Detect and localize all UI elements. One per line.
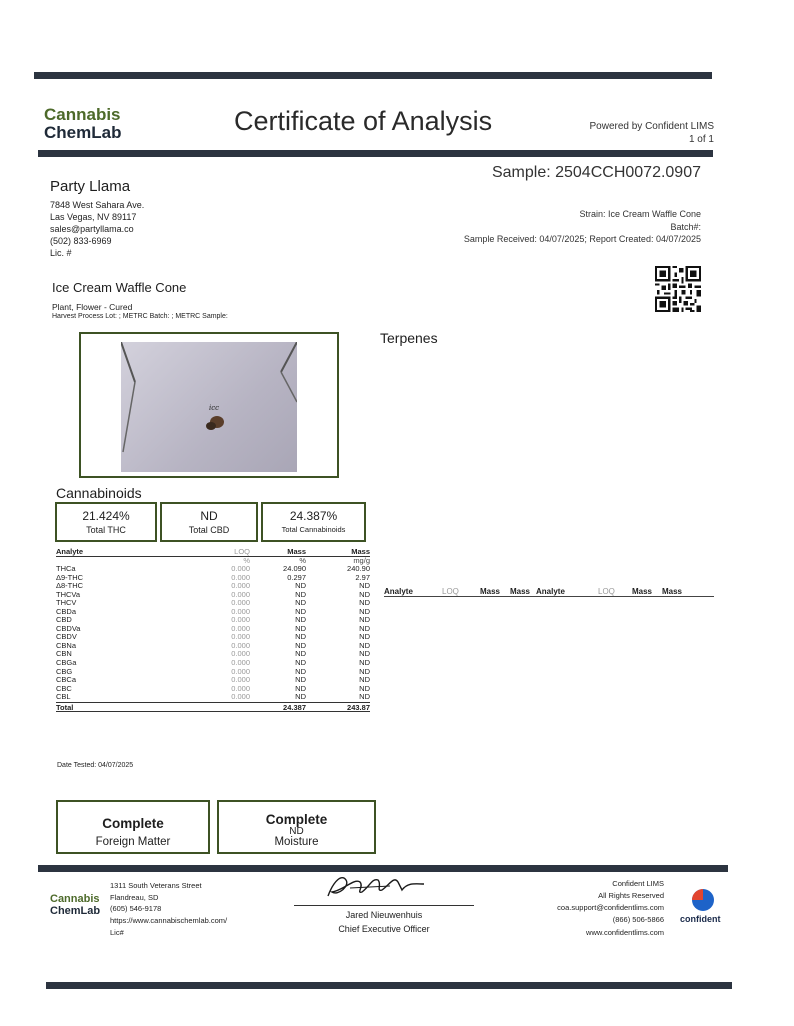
cell-analyte: CBDa — [56, 606, 77, 616]
lab-phone: (605) 546-9178 — [110, 904, 162, 914]
client-address-line2: Las Vegas, NV 89117 — [50, 211, 137, 222]
cell-loq: 0.000 — [231, 649, 250, 659]
total-thc-box — [55, 502, 157, 542]
cell-mass-pct: ND — [295, 589, 306, 599]
sample-batch: Batch#: — [670, 221, 701, 232]
cell-analyte: THCa — [56, 564, 76, 573]
cell-analyte: CBNa — [56, 640, 77, 650]
lims-website: www.confidentlims.com — [586, 927, 664, 937]
cell-analyte: CBGa — [56, 658, 77, 668]
page-title: Certificate of Analysis — [234, 106, 493, 136]
cell-analyte: CBN — [56, 649, 72, 659]
lab-website: https://www.cannabischemlab.com/ — [110, 915, 228, 925]
cell-mass-mg: ND — [359, 640, 370, 650]
cannabinoids-title: Cannabinoids — [56, 485, 142, 501]
cell-mass-mg: ND — [359, 658, 370, 668]
table-unit-row — [56, 557, 370, 565]
lab-address-line1: 1311 South Veterans Street — [110, 881, 202, 890]
lab-address — [110, 880, 227, 938]
cell-loq: 0.000 — [231, 683, 250, 693]
terpenes-title: Terpenes — [380, 330, 438, 346]
table-header-row — [56, 547, 370, 557]
cell-loq: 0.000 — [231, 640, 250, 650]
cell-mass-mg: ND — [359, 649, 370, 659]
signer-title: Chief Executive Officer — [338, 924, 430, 934]
cell-mass-pct: ND — [295, 692, 306, 702]
table-total-row — [56, 702, 370, 712]
cell-loq: 0.000 — [231, 564, 250, 573]
moisture-status: Complete — [265, 812, 328, 827]
cell-mass-pct: ND — [295, 623, 306, 633]
table-row — [56, 693, 370, 702]
foreign-matter-label: Foreign Matter — [95, 836, 171, 848]
lims-email: coa.support@confidentlims.com — [557, 903, 664, 913]
signer-name: Jared Nieuwenhuis — [345, 910, 423, 920]
header-rule — [38, 150, 713, 157]
terp-header-mass-1a: Mass — [479, 587, 500, 596]
moisture-label: Moisture — [274, 836, 319, 848]
cell-analyte: Δ9-THC — [56, 572, 84, 582]
header-mass-pct: Mass — [287, 547, 306, 556]
table-row — [56, 668, 370, 677]
cell-mass-mg: ND — [359, 675, 370, 685]
cell-mass-pct: 24.090 — [283, 564, 306, 573]
cell-loq: 0.000 — [231, 632, 250, 642]
cell-analyte: CBG — [56, 666, 73, 676]
cell-analyte: THCVa — [56, 589, 81, 599]
cell-analyte: CBDVa — [56, 623, 81, 633]
cell-mass-mg: 2.97 — [355, 572, 370, 582]
page-number: 1 of 1 — [688, 134, 714, 145]
cell-mass-mg: 240.90 — [347, 564, 370, 573]
table-row — [56, 565, 370, 574]
cell-loq: 0.000 — [231, 692, 250, 702]
total-mass-pct: 24.387 — [283, 702, 306, 712]
cell-analyte: CBDV — [56, 632, 77, 642]
terp-header-mass-2a: Mass — [631, 587, 652, 596]
powered-by — [589, 120, 714, 146]
photo-label: icc — [209, 404, 220, 412]
lab-license: Lic# — [110, 927, 124, 937]
total-thc-label: Total THC — [86, 525, 126, 535]
cell-mass-pct: ND — [295, 683, 306, 693]
date-tested: Date Tested: 04/07/2025 — [57, 762, 134, 769]
lab-logo — [44, 106, 121, 142]
table-row — [56, 608, 370, 617]
client-license: Lic. # — [50, 247, 72, 258]
cell-mass-mg: ND — [359, 623, 370, 633]
bottom-rule — [46, 982, 732, 989]
lab-logo-line1: Cannabis — [44, 105, 121, 124]
cannabinoids-table — [56, 547, 370, 712]
sample-meta — [464, 208, 701, 246]
header-mass-mg: Mass — [351, 547, 370, 556]
cell-analyte: CBL — [56, 692, 71, 702]
total-mass-mg: 243.87 — [347, 702, 370, 712]
cell-mass-mg: ND — [359, 598, 370, 608]
client-email: sales@partyllama.co — [50, 223, 134, 234]
total-cannabinoids-value: 24.387% — [289, 509, 338, 523]
cell-mass-mg: ND — [359, 632, 370, 642]
cell-mass-mg: ND — [359, 683, 370, 693]
cell-mass-pct: ND — [295, 606, 306, 616]
table-row — [56, 574, 370, 583]
sample-strain: Strain: Ice Cream Waffle Cone — [579, 209, 701, 219]
footer-logo-line2: ChemLab — [50, 904, 101, 917]
client-address-line1: 7848 West Sahara Ave. — [50, 200, 145, 210]
footer-lab-logo — [50, 894, 100, 917]
client-name: Party Llama — [50, 178, 131, 195]
terp-header-analyte-2: Analyte — [536, 587, 565, 596]
terp-header-mass-2b: Mass — [661, 587, 682, 596]
client-info — [50, 200, 144, 260]
cell-mass-pct: ND — [295, 658, 306, 668]
terpenes-table-header — [384, 587, 714, 597]
lims-info — [557, 878, 664, 939]
total-loq — [184, 703, 250, 711]
table-row — [56, 599, 370, 608]
cell-loq: 0.000 — [231, 581, 250, 591]
cell-mass-mg: ND — [359, 615, 370, 625]
sample-photo — [121, 342, 297, 472]
cell-mass-pct: ND — [295, 675, 306, 685]
table-row — [56, 591, 370, 600]
cell-loq: 0.000 — [231, 675, 250, 685]
table-row — [56, 582, 370, 591]
signature-image — [320, 870, 430, 902]
table-row — [56, 650, 370, 659]
unit-loq: % — [243, 556, 250, 565]
table-row — [56, 642, 370, 651]
sample-dates: Sample Received: 04/07/2025; Report Created: 04/07/2025 — [463, 234, 701, 245]
confident-logo-text: confident — [680, 914, 721, 924]
cell-analyte: CBD — [56, 615, 72, 625]
footer-logo-line1: Cannabis — [50, 893, 100, 905]
cell-loq: 0.000 — [231, 658, 250, 668]
cell-mass-pct: ND — [295, 640, 306, 650]
cell-loq: 0.000 — [231, 598, 250, 608]
cell-mass-mg: ND — [359, 589, 370, 599]
cell-mass-pct: ND — [295, 649, 306, 659]
cell-mass-mg: ND — [359, 692, 370, 702]
cell-mass-mg: ND — [359, 666, 370, 676]
cell-mass-mg: ND — [359, 606, 370, 616]
cell-loq: 0.000 — [231, 623, 250, 633]
terp-header-mass-1b: Mass — [509, 587, 530, 596]
cell-loq: 0.000 — [231, 589, 250, 599]
header-loq: LOQ — [234, 547, 250, 556]
qr-code-icon — [655, 266, 701, 312]
cell-analyte: CBCa — [56, 675, 77, 685]
signature-line — [294, 905, 474, 906]
total-cannabinoids-label: Total Cannabinoids — [281, 525, 346, 534]
cell-loq: 0.000 — [231, 666, 250, 676]
sample-photo-image — [121, 342, 297, 472]
moisture-box — [217, 800, 376, 854]
lims-name: Confident LIMS — [612, 879, 664, 888]
foreign-matter-box — [56, 800, 210, 854]
table-row — [56, 633, 370, 642]
cell-loq: 0.000 — [231, 572, 250, 582]
cell-mass-mg: ND — [359, 581, 370, 591]
lims-phone: (866) 506-5866 — [612, 915, 664, 925]
cell-loq: 0.000 — [231, 606, 250, 616]
cell-mass-pct: ND — [295, 666, 306, 676]
cell-analyte: Δ8-THC — [56, 581, 84, 591]
table-row — [56, 616, 370, 625]
cell-mass-pct: ND — [295, 615, 306, 625]
lab-logo-line2: ChemLab — [44, 122, 122, 142]
cell-loq: 0.000 — [231, 615, 250, 625]
client-phone: (502) 833-6969 — [50, 235, 112, 246]
unit-mass-pct: % — [299, 556, 306, 565]
powered-by-text: Powered by Confident LIMS — [589, 121, 714, 132]
terp-header-analyte-1: Analyte — [384, 587, 413, 596]
table-body — [56, 565, 370, 702]
foreign-matter-status: Complete — [102, 816, 164, 831]
table-row — [56, 625, 370, 634]
terp-header-loq-1: LOQ — [442, 587, 459, 596]
total-cbd-box — [160, 502, 258, 542]
product-name: Ice Cream Waffle Cone — [52, 280, 187, 295]
cell-mass-pct: 0.297 — [287, 572, 306, 582]
total-cbd-label: Total CBD — [188, 525, 230, 535]
cell-mass-pct: ND — [295, 581, 306, 591]
cell-mass-pct: ND — [295, 632, 306, 642]
moisture-result: ND — [289, 826, 304, 837]
table-row — [56, 676, 370, 685]
lims-rights: All Rights Reserved — [598, 891, 664, 901]
total-analyte: Total — [56, 702, 74, 712]
total-thc-value: 21.424% — [82, 509, 130, 523]
header-analyte: Analyte — [56, 547, 84, 556]
lab-address-line2: Flandreau, SD — [110, 892, 159, 902]
product-lot: Harvest Process Lot: ; METRC Batch: ; METRC Sample: — [52, 313, 228, 320]
table-row — [56, 685, 370, 694]
top-rule — [34, 72, 712, 79]
product-type: Plant, Flower - Cured — [52, 302, 133, 312]
cell-analyte: THCV — [56, 598, 77, 608]
cell-mass-pct: ND — [295, 598, 306, 608]
terp-header-loq-2: LOQ — [598, 587, 615, 596]
table-row — [56, 659, 370, 668]
cell-analyte: CBC — [56, 683, 72, 693]
sample-id: Sample: 2504CCH0072.0907 — [491, 164, 701, 181]
total-cbd-value: ND — [200, 509, 218, 523]
unit-mass-mg: mg/g — [353, 556, 370, 565]
total-cannabinoids-box — [261, 502, 366, 542]
sample-photo-frame — [79, 332, 339, 478]
